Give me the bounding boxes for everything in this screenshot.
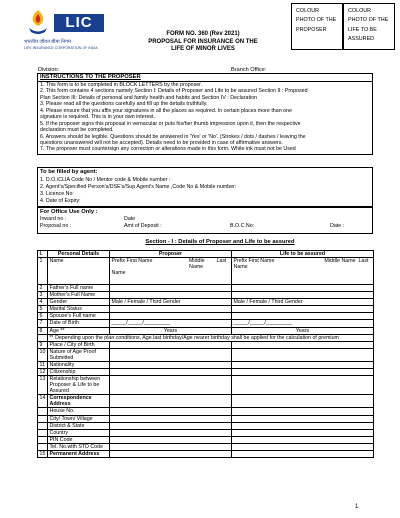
row-label: Date of Birth — [48, 320, 110, 327]
life-assured-photo-box[interactable] — [343, 3, 395, 50]
logo-brand: LIC — [54, 14, 104, 32]
row-number — [38, 429, 48, 436]
table-row — [38, 429, 374, 436]
row-number: 9 — [38, 341, 48, 348]
table-row — [38, 395, 374, 408]
table-row — [38, 299, 374, 306]
office-row — [40, 223, 370, 230]
photo-box-label: PHOTO OF THE — [296, 17, 337, 24]
name-subfield-label: Last — [216, 258, 227, 265]
life-assured-birthplace-field[interactable] — [232, 341, 374, 348]
office-use-heading: For Office Use Only : — [40, 209, 98, 215]
life-assured-mother-name-field[interactable] — [232, 292, 374, 299]
photo-box-label: LIFE TO BE — [348, 26, 377, 33]
form-title-line2: LIFE OF MINOR LIVES — [171, 46, 235, 52]
branch-office-label[interactable]: Branch Office: — [231, 67, 267, 73]
row-number: 5 — [38, 306, 48, 313]
column-header: I. — [38, 251, 48, 258]
row-number: 15 — [38, 450, 48, 457]
instruction-item: 7. The proposer must countersign any correction or alterations made in this form. White ink must not be Used — [40, 146, 296, 153]
table-row — [38, 292, 374, 299]
name-subfield-label: Prefix First Name — [111, 258, 153, 265]
proposer-name-field[interactable] — [110, 258, 232, 285]
table-row — [38, 408, 374, 415]
agent-field[interactable]: 2. Agent's/Specified Person's/DSE's/Sup Agent's Name ,Code No & Mobile number: — [40, 183, 237, 190]
proposer-mother-name-field[interactable] — [110, 292, 232, 299]
life-assured-address-field[interactable] — [232, 395, 374, 408]
photo-box-label: COLOUR — [348, 8, 372, 14]
proposer-permanent-address-field[interactable] — [110, 450, 232, 457]
division-label[interactable]: Division: — [38, 67, 60, 73]
table-row — [38, 443, 374, 450]
instructions-heading: INSTRUCTIONS TO THE PROPOSER — [38, 74, 372, 82]
form-title-line1: PROPOSAL FOR INSURANCE ON THE — [148, 38, 258, 45]
instruction-item: 6. Answers should be legible. Questions should be answered in 'Yes' or 'No'. (Strokes / dots / dashes / leaving the — [40, 133, 306, 140]
life-assured-father-name-field[interactable] — [232, 285, 374, 292]
deposit-amount-field[interactable]: Amt of Deposit : — [124, 222, 162, 229]
proposer-pin-field[interactable] — [110, 436, 232, 443]
life-assured-gender-field[interactable]: Male / Female / Third Gender — [232, 299, 374, 306]
name-subfield-label: Last — [358, 258, 369, 265]
name-subfield-label: Name — [111, 270, 126, 277]
photo-box-label: ASSURED — [348, 36, 375, 43]
office-use-box — [37, 207, 373, 234]
row-label: Gender — [48, 299, 110, 306]
life-assured-nationality-field[interactable] — [232, 361, 374, 368]
address-subfield-label: City/ Town/ Village — [48, 415, 110, 422]
row-number: 12 — [38, 369, 48, 376]
life-assured-city-field[interactable] — [232, 415, 374, 422]
table-row — [38, 450, 374, 457]
proposer-district-field[interactable] — [110, 422, 232, 429]
column-header: Personal Details — [48, 251, 110, 258]
photo-box-label: COLOUR — [296, 8, 320, 14]
table-row — [38, 258, 374, 285]
instruction-item: 5. If the proposer signs this proposal in vernacular or puts his/her thumb impression upon it, then the respective — [40, 120, 301, 127]
row-number: 7 — [38, 320, 48, 327]
address-subfield-label: Country — [48, 429, 110, 436]
address-subfield-label: Tel. No.with STD Code — [48, 443, 110, 450]
life-assured-permanent-address-field[interactable] — [232, 450, 374, 457]
proposer-birthplace-field[interactable] — [110, 341, 232, 348]
proposer-relationship-field[interactable] — [110, 376, 232, 395]
proposer-address-field[interactable] — [110, 395, 232, 408]
table-row — [38, 313, 374, 320]
agent-field[interactable]: 3. Licence No: — [40, 190, 74, 197]
row-label: Nationality — [48, 361, 110, 368]
life-assured-house-no-field[interactable] — [232, 408, 374, 415]
row-number: 13 — [38, 376, 48, 395]
life-assured-citizenship-field[interactable] — [232, 369, 374, 376]
row-number: 11 — [38, 361, 48, 368]
name-subfield-label: Prefix First Name — [233, 258, 275, 265]
table-row — [38, 334, 374, 341]
row-label: Marital Status — [48, 306, 110, 313]
row-label: Mother's Full Name — [48, 292, 110, 299]
proposer-gender-field[interactable]: Male / Female / Third Gender — [110, 299, 232, 306]
table-row — [38, 361, 374, 368]
proposer-nationality-field[interactable] — [110, 361, 232, 368]
row-label: Father's Full name — [48, 285, 110, 292]
life-assured-district-field[interactable] — [232, 422, 374, 429]
instructions-box — [37, 73, 373, 155]
instruction-item: 2. This form contains 4 sections namely Section I: Details of Proposer and Life to be assured Section II : Proposed — [40, 88, 308, 95]
proposer-country-field[interactable] — [110, 429, 232, 436]
row-number: 10 — [38, 348, 48, 361]
life-assured-pin-field[interactable] — [232, 436, 374, 443]
table-header-row — [38, 251, 374, 258]
name-subfield-label: Middle Name — [324, 258, 356, 265]
table-row — [38, 348, 374, 361]
proposer-house-no-field[interactable] — [110, 408, 232, 415]
row-number — [38, 408, 48, 415]
page-number: 1 — [355, 504, 359, 510]
photo-box-label: PHOTO OF THE — [348, 17, 389, 24]
column-header: Life to be assured — [232, 251, 374, 258]
row-number — [38, 334, 48, 341]
inward-no-field[interactable]: Inward no : — [40, 215, 67, 222]
agent-box — [37, 167, 373, 207]
proposer-photo-box[interactable] — [291, 3, 343, 50]
row-number: 14 — [38, 395, 48, 408]
instructions-list — [38, 82, 372, 154]
life-assured-age-field[interactable]: Years — [232, 327, 374, 334]
form-number: FORM NO. 360 (Rev 2021) — [166, 31, 240, 37]
table-row — [38, 285, 374, 292]
row-number — [38, 436, 48, 443]
agent-field[interactable]: 4. Date of Expiry: — [40, 197, 81, 204]
row-number — [38, 415, 48, 422]
proposer-phone-field[interactable] — [110, 443, 232, 450]
proposer-age-field[interactable]: Years — [110, 327, 232, 334]
row-number: 4 — [38, 299, 48, 306]
row-label: Citizenship — [48, 369, 110, 376]
life-assured-age-proof-field[interactable] — [232, 348, 374, 361]
name-subfield-label: Name — [233, 264, 248, 271]
logo-subtitle: LIFE INSURANCE CORPORATION OF INDIA — [24, 46, 98, 50]
details-table — [37, 250, 374, 458]
table-row — [38, 327, 374, 334]
logo-hindi-text: भारतीय जीवन बीमा निगम — [24, 39, 71, 45]
row-number: 1 — [38, 258, 48, 285]
row-number: 8 — [38, 327, 48, 334]
row-number: 2 — [38, 285, 48, 292]
row-number — [38, 422, 48, 429]
life-assured-phone-field[interactable] — [232, 443, 374, 450]
address-subfield-label: PIN Code — [48, 436, 110, 443]
row-number: 3 — [38, 292, 48, 299]
instruction-item: signature is required. This is in your own interest. — [40, 114, 156, 121]
row-label: Name — [48, 258, 110, 285]
boc-no-field[interactable]: B.O.C No: — [230, 222, 255, 229]
photo-box-label: PROPOSER — [296, 26, 327, 33]
lic-logo — [20, 8, 108, 53]
instruction-item: 1. This form is to be completed in BLOCK LETTERS by the proposer. — [40, 81, 203, 88]
date-field[interactable]: Date : — [330, 222, 345, 229]
proposer-age-proof-field[interactable] — [110, 348, 232, 361]
date-field[interactable]: Date — [124, 215, 136, 222]
table-row — [38, 369, 374, 376]
proposer-city-field[interactable] — [110, 415, 232, 422]
proposer-spouse-name-field[interactable] — [110, 313, 232, 320]
instruction-item: questions unanswered will not be accepted). Details need to be provided in case of affirmative answers. — [40, 140, 283, 147]
proposal-no-field[interactable]: Proposal no : — [40, 222, 72, 229]
proposer-marital-status-field[interactable] — [110, 306, 232, 313]
table-row — [38, 320, 374, 327]
row-label: Relationship between Proposer & Life to be Assured — [48, 376, 110, 395]
life-assured-relationship-field[interactable] — [232, 376, 374, 395]
row-label: Correspondence Address — [48, 395, 110, 408]
section-title: Section - I : Details of Proposer and Life to be assured — [145, 239, 295, 245]
row-label: Age ** — [48, 327, 110, 334]
table-row — [38, 376, 374, 395]
agent-field[interactable]: 1. D.O./CLIA Code No / Mentor code & Mobile number : — [40, 176, 171, 183]
table-row — [38, 436, 374, 443]
proposer-citizenship-field[interactable] — [110, 369, 232, 376]
address-subfield-label: District & State — [48, 422, 110, 429]
instruction-item: 3. Please read all the questions carefully and fill up the details truthfully. — [40, 101, 208, 108]
office-row — [40, 216, 370, 223]
row-label: Permanent Address — [48, 450, 110, 457]
form-title — [128, 31, 278, 54]
name-subfield-label: Middle Name — [189, 258, 205, 271]
row-label: Place / City of Birth — [48, 341, 110, 348]
table-row — [38, 341, 374, 348]
agent-heading: To be filled by agent: — [40, 169, 98, 175]
table-row — [38, 422, 374, 429]
life-assured-country-field[interactable] — [232, 429, 374, 436]
row-number: 6 — [38, 313, 48, 320]
row-number — [38, 443, 48, 450]
life-assured-name-field[interactable] — [232, 258, 374, 285]
row-label: Nature of Age Proof Submitted — [48, 348, 110, 361]
life-assured-dob-field[interactable]: _____/_____/_________ — [232, 320, 374, 327]
life-assured-spouse-name-field[interactable] — [232, 313, 374, 320]
age-note: ** Depending upon the plan conditions, Age last birthday/Age nearer birthday shall be applied for the calculation of premium — [48, 334, 374, 341]
lamp-emblem-icon — [26, 8, 50, 36]
table-row — [38, 415, 374, 422]
instruction-item: 4. Please ensure that you affix your signatures in all the places as required. In certain places more than one — [40, 107, 292, 114]
column-header: Proposer — [110, 251, 232, 258]
proposer-father-name-field[interactable] — [110, 285, 232, 292]
proposer-dob-field[interactable]: _____/_____/_________ — [110, 320, 232, 327]
instruction-item: declaration must be completed. — [40, 127, 114, 134]
address-subfield-label: House No. — [48, 408, 110, 415]
row-label: Spouse's Full name — [48, 313, 110, 320]
life-assured-marital-status-field[interactable] — [232, 306, 374, 313]
instruction-item: Plan Section III: Details of personal and family health and habits and Section IV : Declaration — [40, 94, 258, 101]
table-row — [38, 306, 374, 313]
